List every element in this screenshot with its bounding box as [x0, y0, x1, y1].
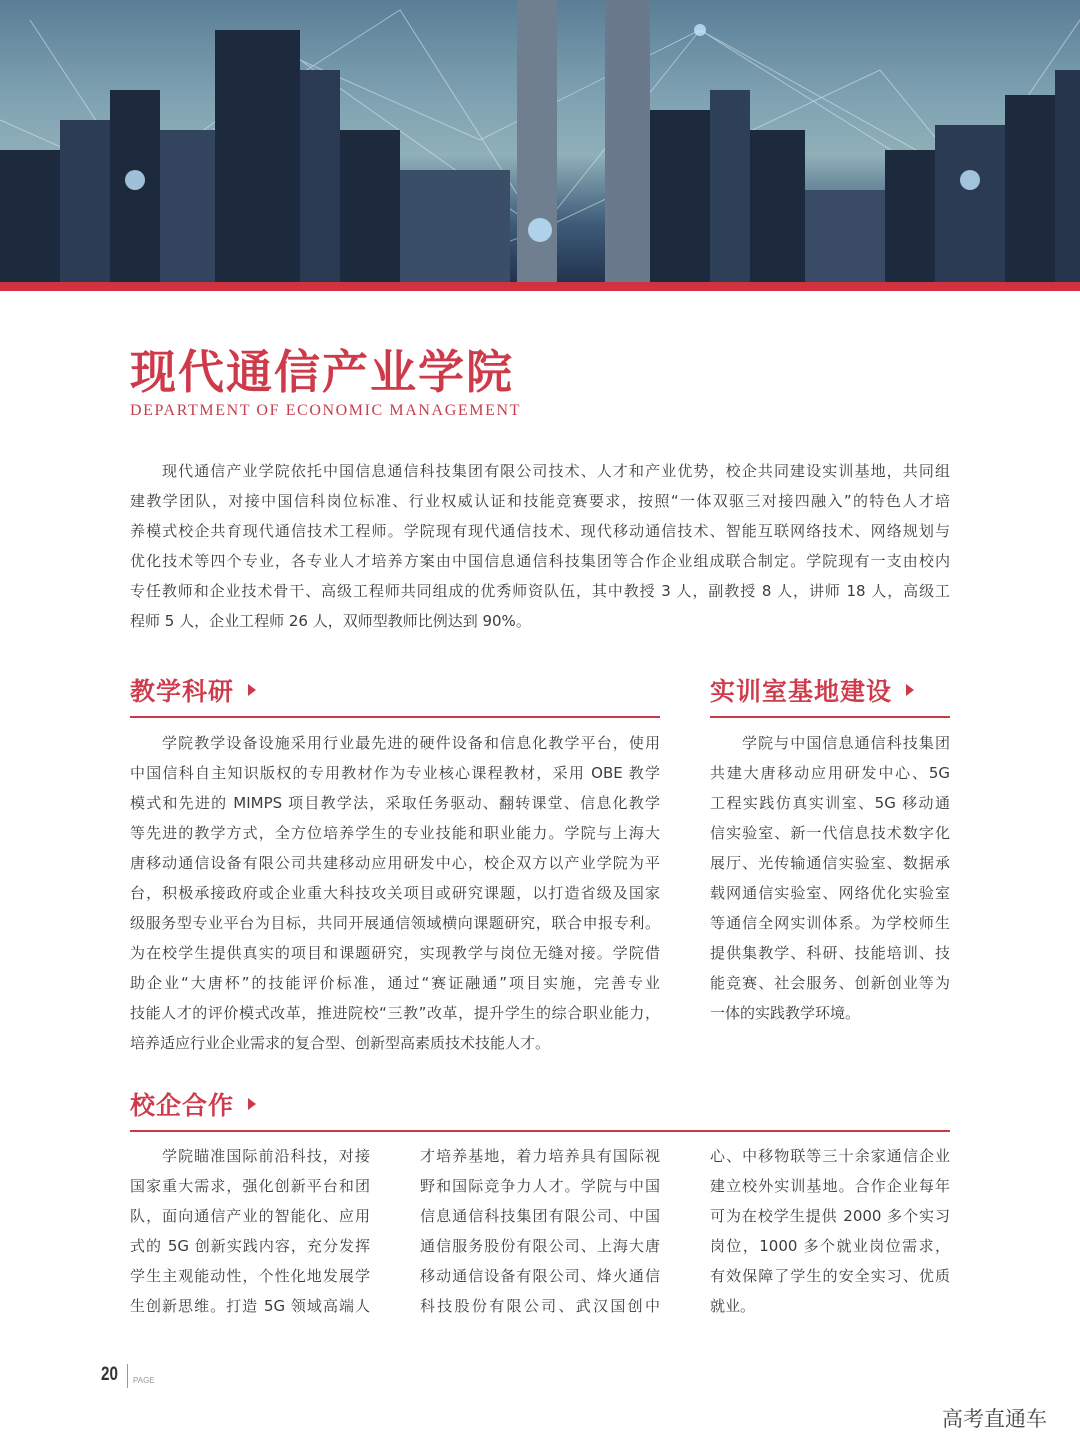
triangle-right-icon: [248, 684, 256, 696]
header-banner-image: [0, 0, 1080, 282]
text-line: 展厅、光传输通信实验室、数据承: [710, 854, 950, 872]
intro-paragraph: [130, 456, 950, 636]
text-line: 助企业“大唐杯”的技能评价标准，通过“赛证融通”项目实施，完善专业: [130, 974, 660, 992]
page-label: PAGE: [133, 1376, 155, 1385]
text-line: 野和国际竞争力人才。学院与中国: [420, 1177, 660, 1195]
page-number-divider: [127, 1364, 128, 1388]
section-title: 校企合作: [130, 1091, 235, 1120]
triangle-right-icon: [906, 684, 914, 696]
text-line: 载网通信实验室、网络优化实验室: [710, 884, 950, 902]
triangle-right-icon: [248, 1098, 256, 1110]
text-line: 工程实践仿真实训室、5G 移动通: [710, 794, 950, 812]
section-title: 实训室基地建设: [710, 677, 893, 706]
text-line: 模式和先进的 MIMPS 项目教学法，采取任务驱动、翻转课堂、信息化教学: [130, 794, 660, 812]
text-line: 信息通信科技集团有限公司、中国: [420, 1207, 660, 1225]
red-divider-bar: [0, 282, 1080, 291]
text-line: 学院与中国信息通信科技集团: [742, 734, 950, 752]
text-line: 式的 5G 创新实践内容，充分发挥: [130, 1237, 370, 1255]
section-heading-teaching: [130, 672, 660, 718]
text-line: 建教学团队，对接中国信科岗位标准、行业权威认证和技能竞赛要求，按照“一体双驱三对接四融入”的特色人才培: [130, 492, 950, 510]
text-line: 学院教学设备设施采用行业最先进的硬件设备和信息化教学平台，使用: [162, 734, 660, 752]
section-heading-training: [710, 672, 950, 718]
text-line: 能竞赛、社会服务、创新创业等为: [710, 974, 950, 992]
text-line: 队，面向通信产业的智能化、应用: [130, 1207, 370, 1225]
text-line: 心、中移物联等三十余家通信企业: [710, 1147, 950, 1165]
page-subtitle: DEPARTMENT OF ECONOMIC MANAGEMENT: [130, 402, 521, 419]
text-line: 等通信全网实训体系。为学校师生: [710, 914, 950, 932]
teaching-paragraph: [130, 728, 660, 1058]
text-line: 科技股份有限公司、武汉国创中: [420, 1297, 660, 1315]
text-line: 台，积极承接政府或企业重大科技攻关项目或研究课题，以打造省级及国家: [130, 884, 660, 902]
text-line: 等先进的教学方式，全方位培养学生的专业技能和职业能力。学院与上海大: [130, 824, 660, 842]
cooperation-column-1: [130, 1141, 370, 1321]
text-line: 建立校外实训基地。合作企业每年: [710, 1177, 950, 1195]
text-line: 可为在校学生提供 2000 多个实习: [710, 1207, 950, 1225]
text-line: 为在校学生提供真实的项目和课题研究，实现教学与岗位无缝对接。学院借: [130, 944, 660, 962]
text-line: 学院瞄准国际前沿科技，对接: [162, 1147, 370, 1165]
text-line: 信实验室、新一代信息技术数字化: [710, 824, 950, 842]
text-line: 就业。: [710, 1297, 756, 1315]
section-title: 教学科研: [130, 677, 235, 706]
text-line: 级服务型专业平台为目标，共同开展通信领域横向课题研究，联合申报专利。: [130, 914, 660, 932]
page-title: 现代通信产业学院: [130, 345, 514, 399]
text-line: 通信服务股份有限公司、上海大唐: [420, 1237, 660, 1255]
text-line: 才培养基地，着力培养具有国际视: [420, 1147, 660, 1165]
section-heading-cooperation: [130, 1086, 950, 1132]
text-line: 提供集教学、科研、技能培训、技: [710, 944, 950, 962]
cooperation-column-2: [420, 1141, 660, 1321]
text-line: 养模式校企共育现代通信技术工程师。学院现有现代通信技术、现代移动通信技术、智能互联网络技术、网络规划与: [130, 522, 950, 540]
text-line: 一体的实践教学环境。: [710, 1004, 861, 1022]
text-line: 有效保障了学生的安全实习、优质: [710, 1267, 950, 1285]
text-line: 优化技术等四个专业，各专业人才培养方案由中国信息通信科技集团等合作企业组成联合制定。学院现有一支由校内: [130, 552, 950, 570]
text-line: 移动通信设备有限公司、烽火通信: [420, 1267, 660, 1285]
text-line: 专任教师和企业技术骨干、高级工程师共同组成的优秀师资队伍，其中教授 3 人，副教授 8 人，讲师 18 人，高级工: [130, 582, 950, 600]
text-line: 学生主观能动性，个性化地发展学: [130, 1267, 370, 1285]
text-line: 唐移动通信设备有限公司共建移动应用研发中心，校企双方以产业学院为平: [130, 854, 660, 872]
page-number: 20: [101, 1364, 118, 1385]
text-line: 生创新思维。打造 5G 领域高端人: [130, 1297, 370, 1315]
city-skyline-illustration: [0, 0, 1080, 282]
training-paragraph: [710, 728, 950, 1028]
brand-watermark: 高考直通车: [942, 1407, 1047, 1431]
text-line: 培养适应行业企业需求的复合型、创新型高素质技术技能人才。: [130, 1034, 551, 1052]
text-line: 岗位，1000 多个就业岗位需求，: [710, 1237, 950, 1255]
text-line: 共建大唐移动应用研发中心、5G: [710, 764, 950, 782]
text-line: 中国信科自主知识版权的专用教材作为专业核心课程教材，采用 OBE 教学: [130, 764, 660, 782]
text-line: 技能人才的评价模式改革，推进院校“三教”改革，提升学生的综合职业能力，: [130, 1004, 660, 1022]
text-line: 现代通信产业学院依托中国信息通信科技集团有限公司技术、人才和产业优势，校企共同建设实训基地，共同组: [162, 462, 950, 480]
cooperation-column-3: [710, 1141, 950, 1321]
text-line: 国家重大需求，强化创新平台和团: [130, 1177, 370, 1195]
text-line: 程师 5 人，企业工程师 26 人，双师型教师比例达到 90%。: [130, 612, 531, 630]
